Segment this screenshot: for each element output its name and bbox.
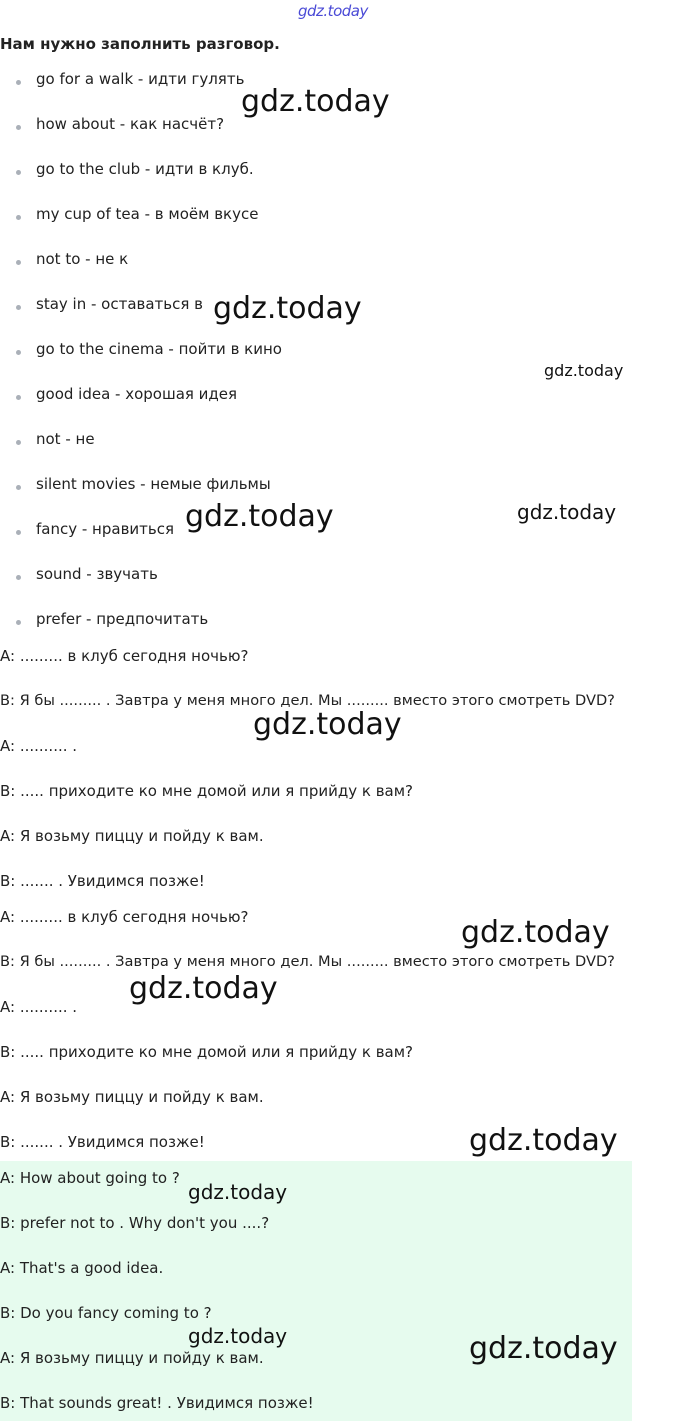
list-item: go for a walk - идти гулять	[36, 70, 245, 88]
list-item: fancy - нравиться	[36, 520, 175, 538]
answer-line: A: How about going to ?	[0, 1169, 180, 1187]
list-item: prefer - предпочитать	[36, 610, 209, 628]
watermark: gdz.today	[469, 1123, 618, 1158]
list-item: silent movies - немые фильмы	[36, 475, 271, 493]
bullet-icon	[16, 395, 21, 400]
dialogue-line: B: ....... . Увидимся позже!	[0, 1133, 205, 1151]
bullet-icon	[16, 620, 21, 625]
site-logo[interactable]: gdz.today	[298, 2, 368, 20]
bullet-icon	[16, 350, 21, 355]
list-item: how about - как насчёт?	[36, 115, 225, 133]
bullet-icon	[16, 530, 21, 535]
dialogue-line: A: Я возьму пиццу и пойду к вам.	[0, 1088, 264, 1106]
watermark: gdz.today	[188, 1324, 288, 1348]
answer-block	[0, 1161, 632, 1421]
dialogue-line: A: .......... .	[0, 737, 78, 755]
answer-line: B: That sounds great! . Увидимся позже!	[0, 1394, 314, 1412]
answer-line: B: Do you fancy coming to ?	[0, 1304, 212, 1322]
intro-text: Нам нужно заполнить разговор.	[0, 35, 280, 53]
dialogue-line: A: .......... .	[0, 998, 78, 1016]
dialogue-line: A: ......... в клуб сегодня ночью?	[0, 908, 249, 926]
list-item: not to - не к	[36, 250, 129, 268]
bullet-icon	[16, 305, 21, 310]
dialogue-line: B: Я бы ......... . Завтра у меня много дел. Мы ......... вместо этого смотреть DVD?	[0, 692, 615, 709]
dialogue-line: B: Я бы ......... . Завтра у меня много дел. Мы ......... вместо этого смотреть DVD?	[0, 953, 615, 970]
watermark: gdz.today	[213, 291, 362, 326]
watermark: gdz.today	[188, 1180, 288, 1204]
watermark: gdz.today	[469, 1331, 618, 1366]
list-item: not - не	[36, 430, 95, 448]
watermark: gdz.today	[544, 361, 624, 380]
bullet-icon	[16, 260, 21, 265]
watermark: gdz.today	[461, 915, 610, 950]
bullet-icon	[16, 575, 21, 580]
bullet-icon	[16, 170, 21, 175]
bullet-icon	[16, 215, 21, 220]
list-item: stay in - оставаться в	[36, 295, 203, 313]
list-item: go to the club - идти в клуб.	[36, 160, 254, 178]
bullet-icon	[16, 440, 21, 445]
dialogue-line: B: ..... приходите ко мне домой или я прийду к вам?	[0, 782, 414, 800]
dialogue-line: B: ....... . Увидимся позже!	[0, 872, 205, 890]
answer-line: A: That's a good idea.	[0, 1259, 164, 1277]
bullet-icon	[16, 485, 21, 490]
answer-line: B: prefer not to . Why don't you ....?	[0, 1214, 270, 1232]
list-item: sound - звучать	[36, 565, 158, 583]
watermark: gdz.today	[185, 499, 334, 534]
answer-line: A: Я возьму пиццу и пойду к вам.	[0, 1349, 264, 1367]
watermark: gdz.today	[517, 500, 617, 524]
dialogue-line: A: Я возьму пиццу и пойду к вам.	[0, 827, 264, 845]
watermark: gdz.today	[129, 971, 278, 1006]
bullet-icon	[16, 80, 21, 85]
watermark: gdz.today	[241, 84, 390, 119]
dialogue-line: A: ......... в клуб сегодня ночью?	[0, 647, 249, 665]
list-item: my cup of tea - в моём вкусе	[36, 205, 259, 223]
list-item: go to the cinema - пойти в кино	[36, 340, 282, 358]
list-item: good idea - хорошая идея	[36, 385, 238, 403]
watermark: gdz.today	[253, 707, 402, 742]
dialogue-line: B: ..... приходите ко мне домой или я прийду к вам?	[0, 1043, 414, 1061]
bullet-icon	[16, 125, 21, 130]
